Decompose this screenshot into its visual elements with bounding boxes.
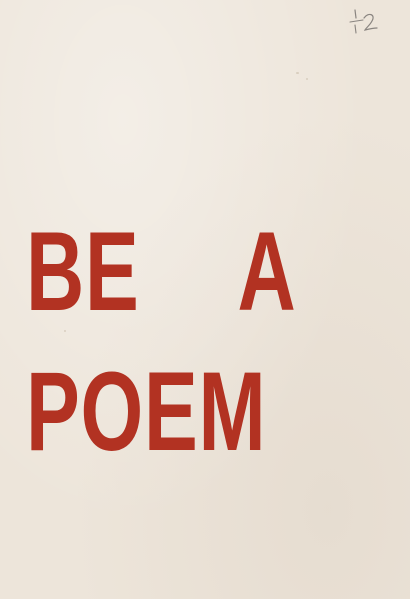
paper-speck — [306, 78, 308, 80]
paper-speck — [296, 72, 299, 74]
poster-line-be-a: BE A — [26, 209, 297, 334]
poster-line-poem: POEM — [26, 349, 267, 474]
pencil-fraction-mark — [346, 6, 380, 40]
